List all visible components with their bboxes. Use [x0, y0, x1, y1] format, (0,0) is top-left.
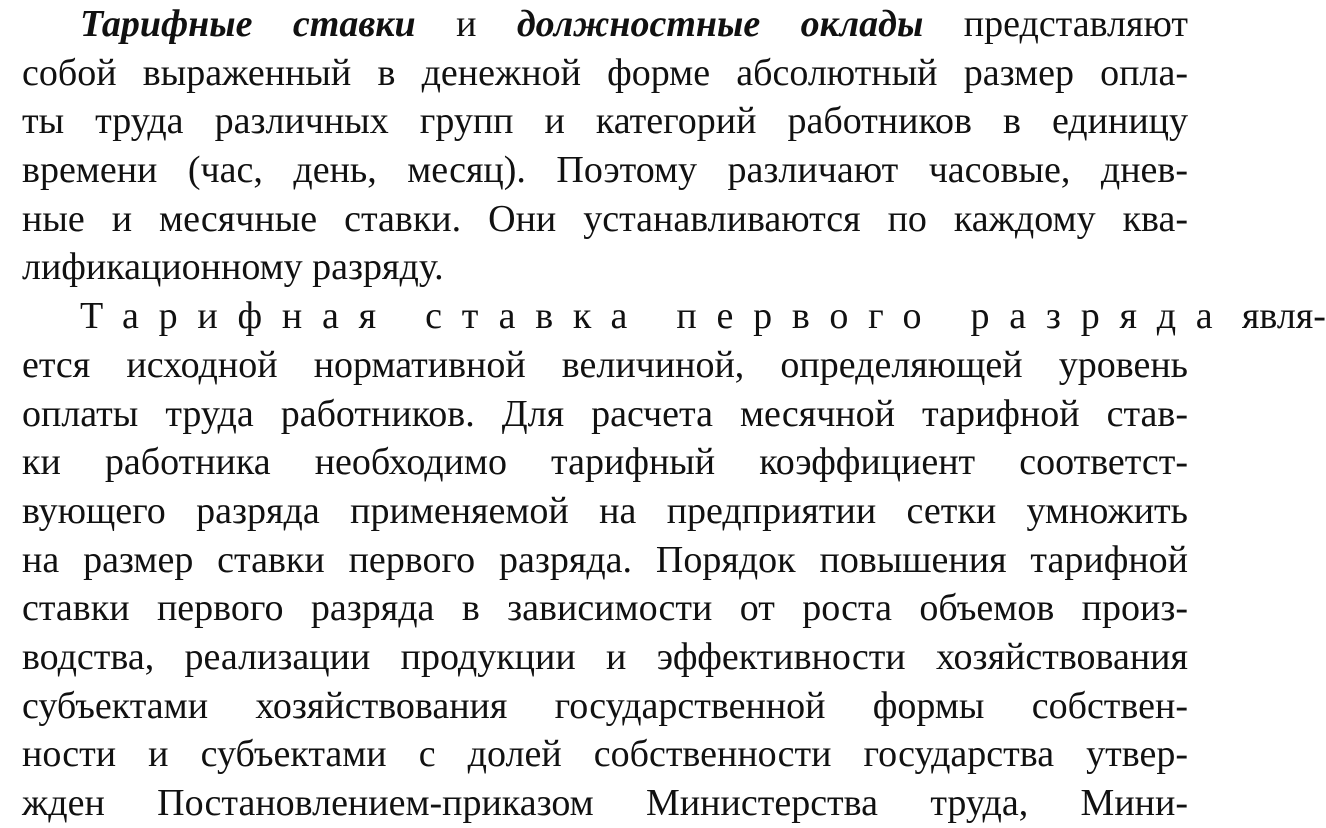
paragraph-2-line-11: жден Постановлением-приказом Министерства труда, Мини- [22, 782, 1188, 824]
paragraph-2-line-3: оплаты труда работников. Для расчета месячной тарифной став- [22, 392, 1188, 435]
term-official-salaries: должностные оклады [516, 3, 924, 45]
paragraph-1-line-2: собой выраженный в денежной форме абсолютный размер опла- [22, 51, 1188, 94]
paragraph-2-line-10: ности и субъектами с долей собственности государства утвер- [22, 733, 1188, 776]
paragraph-1-line-4: времени (час, день, месяц). Поэтому различают часовые, днев- [22, 149, 1188, 192]
paragraph-2-line-8: водства, реализации продукции и эффективности хозяйствования [22, 635, 1188, 678]
conjunction: и [415, 3, 517, 45]
paragraph-2-line-2: ется исходной нормативной величиной, определяющей уровень [22, 343, 1188, 386]
paragraph-1-line-5: ные и месячные ставки. Они устанавливаются по каждому ква- [22, 197, 1188, 240]
paragraph-2-line-4: ки работника необходимо тарифный коэффициент соответст- [22, 441, 1188, 484]
paragraph-2-line-6: на размер ставки первого разряда. Порядок повышения тарифной [22, 538, 1188, 581]
body-text [22, 0, 1326, 828]
spaced-term: Тарифная ставка первого разряда [80, 295, 1233, 338]
paragraph-2-line-9: субъектами хозяйствования государственной формы собствен- [22, 684, 1188, 727]
paragraph-2-line-1 [22, 292, 1326, 341]
term-tariff-rates: Тарифные ставки [80, 3, 416, 45]
paragraph-2-line-7: ставки первого разряда в зависимости от роста объемов произ- [22, 587, 1188, 630]
line-rest: явля- [1232, 295, 1326, 338]
paragraph-1-line-1 [22, 0, 1188, 49]
paragraph-2-line-5: вующего разряда применяемой на предприятии сетки умножить [22, 489, 1188, 532]
paragraph-1-line-6: лификационному разряду. [22, 246, 444, 289]
paragraph-1-line-3: ты труда различных групп и категорий работников в единицу [22, 100, 1188, 143]
line-rest: представляют [923, 3, 1188, 45]
